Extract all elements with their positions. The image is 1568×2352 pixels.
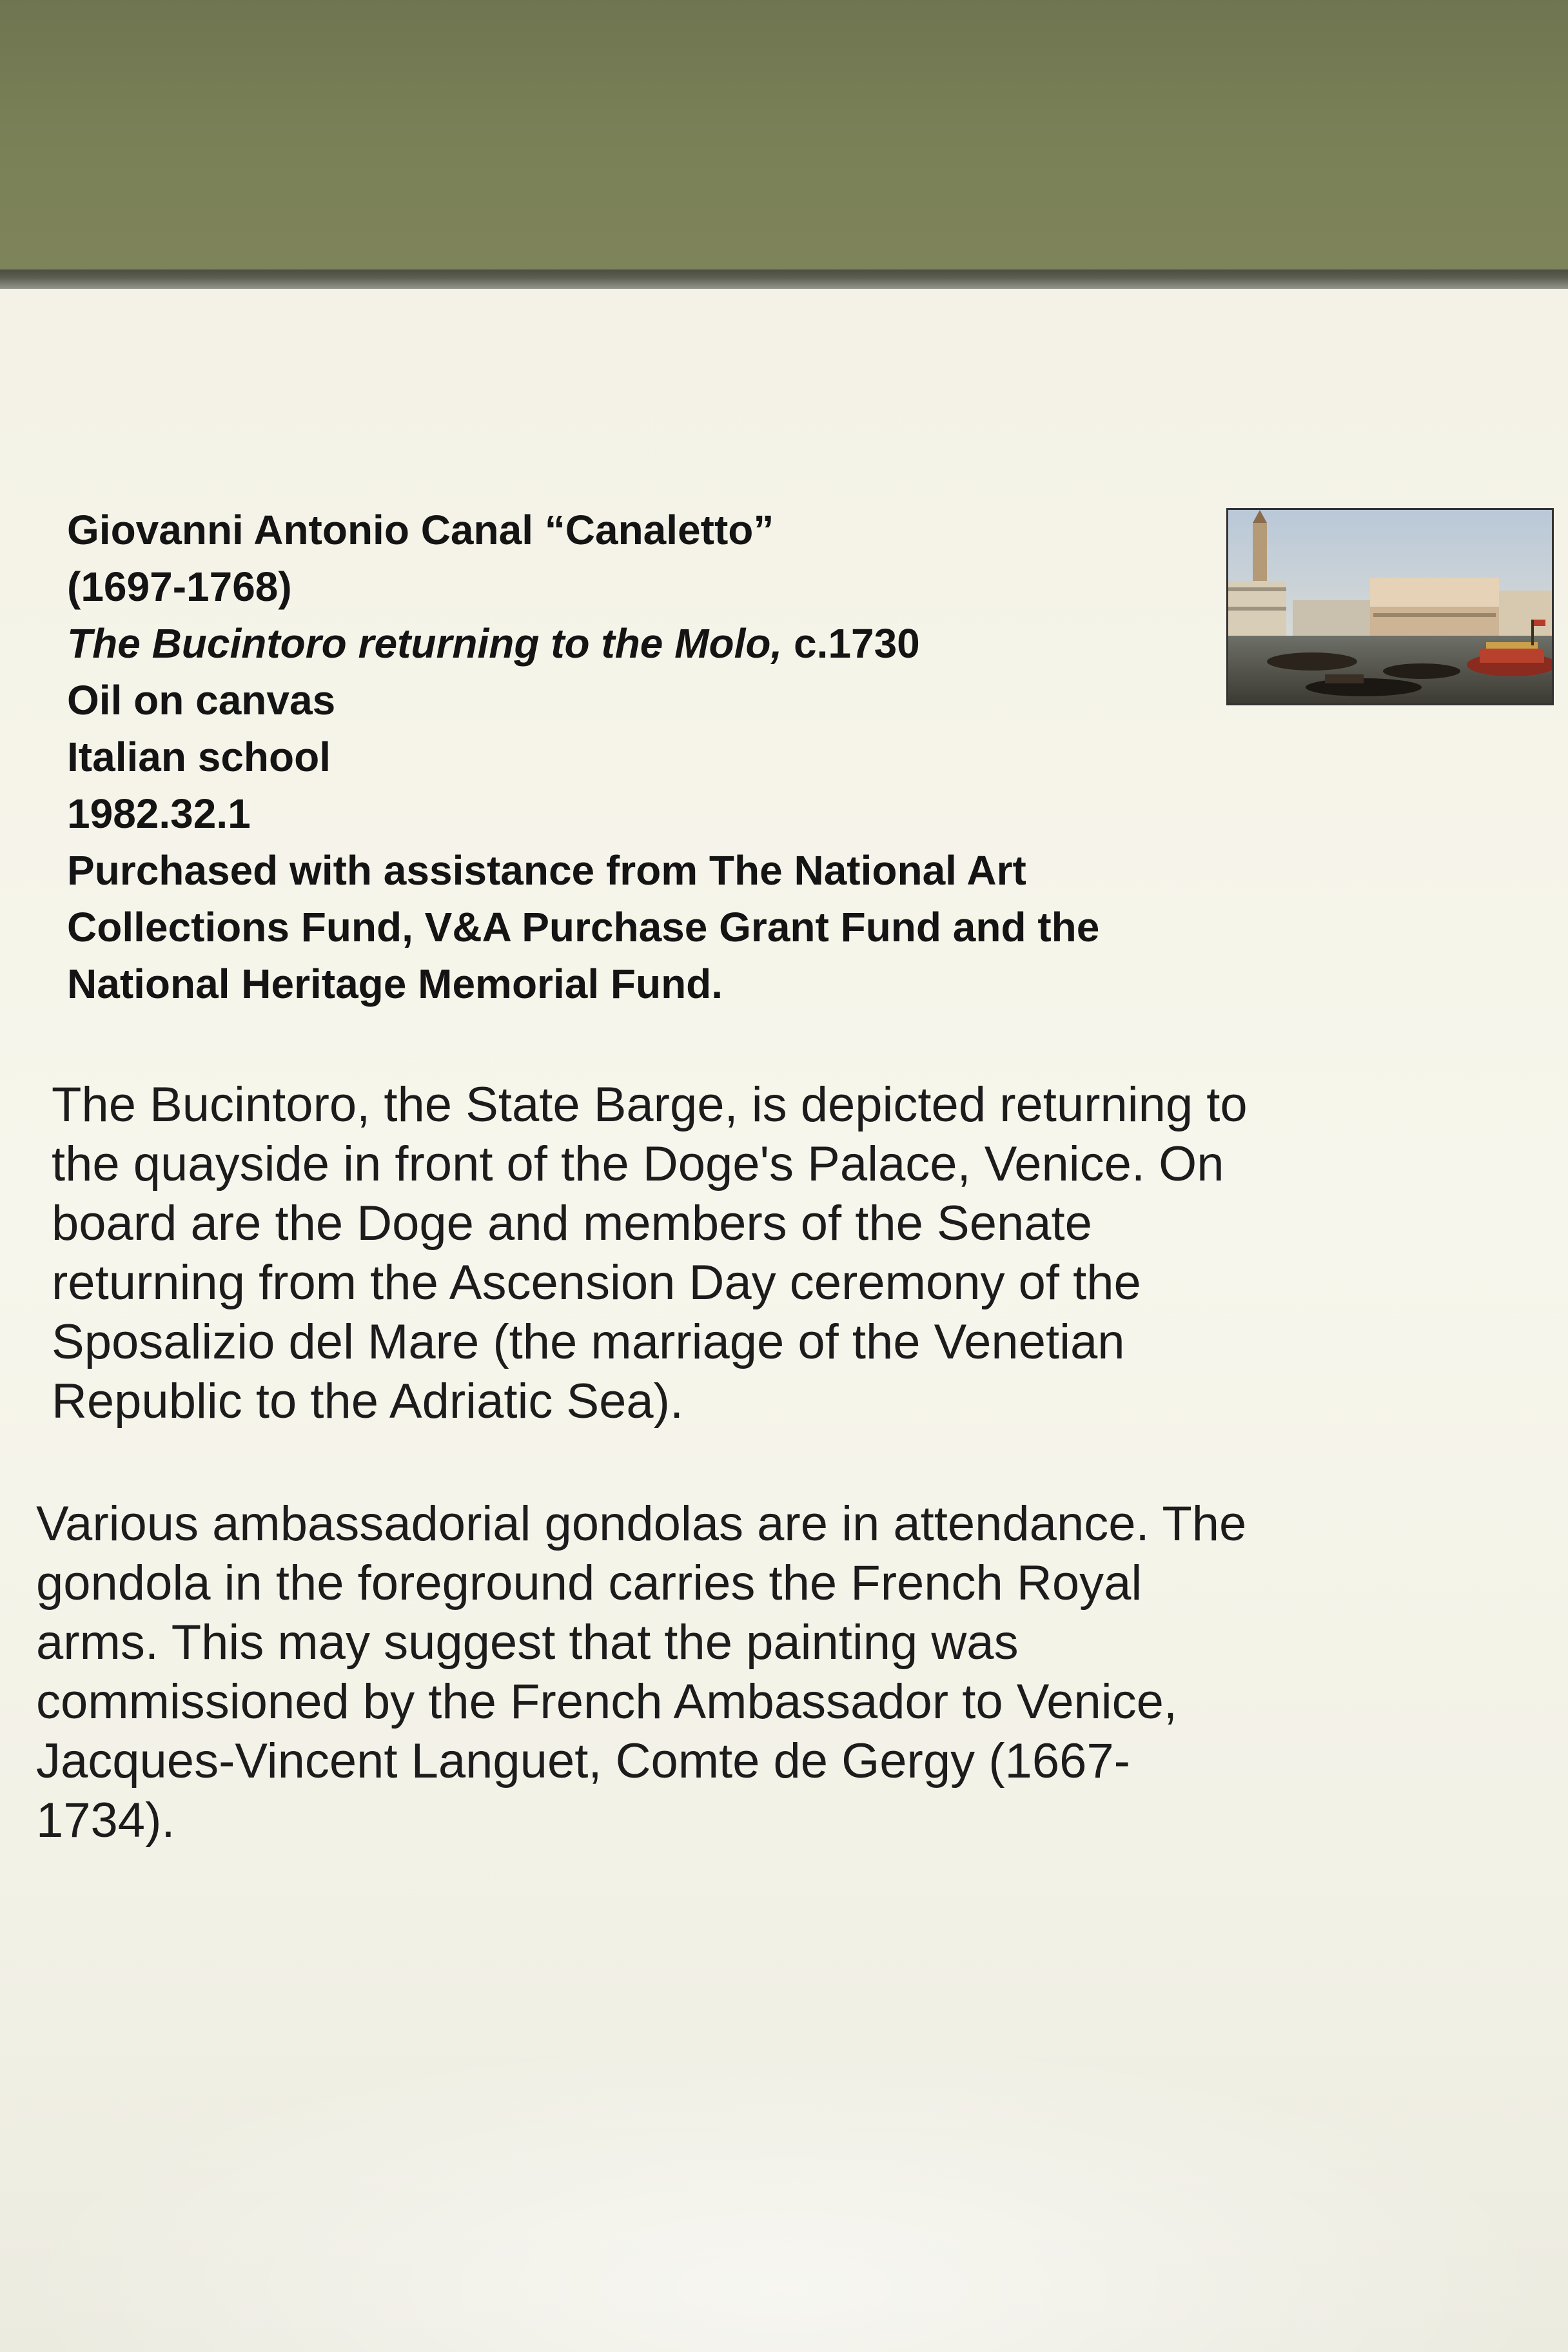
artwork-school: Italian school [67, 734, 331, 780]
museum-label-card [0, 289, 1568, 2352]
description-line: Republic to the Adriatic Sea). [52, 1374, 684, 1429]
artist-name: Giovanni Antonio Canal “Canaletto” [67, 507, 774, 553]
artwork-title: The Bucintoro returning to the Molo, [67, 620, 783, 667]
painting-thumbnail-image [1228, 510, 1552, 703]
description-paragraph-2 [36, 1494, 1455, 1850]
description-line: Various ambassadorial gondolas are in attendance. The [36, 1496, 1247, 1551]
wall-background [0, 0, 1568, 284]
artist-dates: (1697-1768) [67, 564, 292, 610]
credit-line-2: Collections Fund, V&A Purchase Grant Fund and the [67, 904, 1100, 950]
artwork-medium: Oil on canvas [67, 677, 336, 723]
description-line: Sposalizio del Mare (the marriage of the Venetian [52, 1315, 1125, 1369]
card-edge [0, 270, 1568, 290]
credit-line-1: Purchased with assistance from The National Art [67, 847, 1026, 894]
description-line: Jacques-Vincent Languet, Comte de Gergy (1667- [36, 1734, 1130, 1788]
description-line: board are the Doge and members of the Senate [52, 1196, 1092, 1251]
description-line: gondola in the foreground carries the French Royal [36, 1556, 1142, 1611]
description-line: the quayside in front of the Doge's Palace, Venice. On [52, 1137, 1224, 1191]
painting-thumbnail [1226, 508, 1554, 705]
description-line: arms. This may suggest that the painting was [36, 1615, 1019, 1670]
light-glare [0, 2030, 1568, 2352]
artwork-date: c.1730 [782, 620, 920, 667]
accession-number: 1982.32.1 [67, 790, 251, 837]
description-line: returning from the Ascension Day ceremony of the [52, 1255, 1141, 1310]
credit-line-3: National Heritage Memorial Fund. [67, 961, 723, 1007]
description-paragraph-1 [52, 1075, 1470, 1431]
description-line: commissioned by the French Ambassador to Venice, [36, 1674, 1178, 1729]
description-line: The Bucintoro, the State Barge, is depicted returning to [52, 1077, 1248, 1132]
description-line: 1734). [36, 1793, 175, 1848]
